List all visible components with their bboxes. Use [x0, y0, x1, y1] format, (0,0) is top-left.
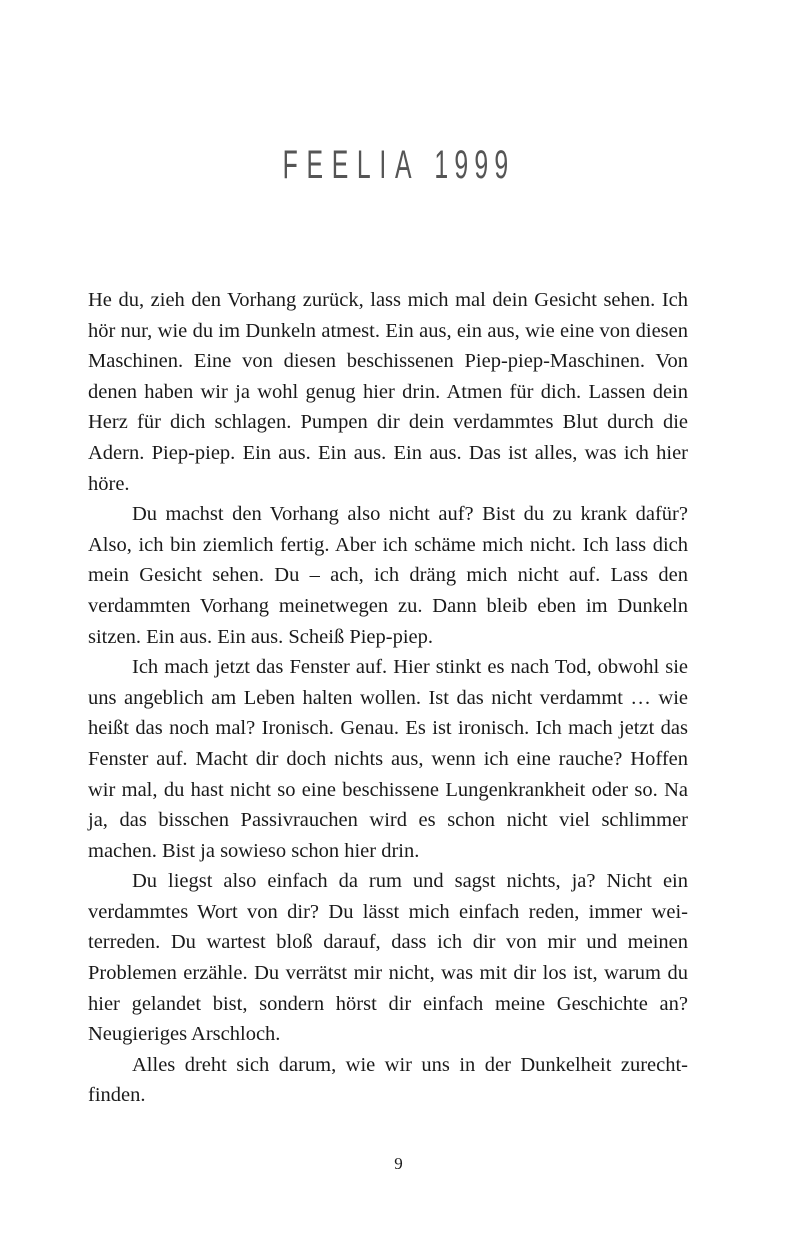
body-text: [88, 285, 688, 1111]
paragraph-4: Du liegst also einfach da rum und sagst nichts, ja? Nicht ein verdammtes Wort von dir? Du lässt mich einfach reden, immer weiterreden. Du wartest bloß darauf, dass ich dir von mir und meinen Problemen erzähle. Du verrätst mir nicht, was mit dir los ist, warum du hier gelandet bist, sondern hörst dir einfach meine Geschichte an? Neugieriges Arschloch.: [88, 870, 688, 1046]
page-number: 9: [394, 1154, 403, 1173]
chapter-year: 1999: [434, 142, 515, 187]
paragraph-3: Ich mach jetzt das Fenster auf. Hier stinkt es nach Tod, obwohl sie uns angeblich am Leben halten wollen. Ist das nicht verdammt … wie heißt das noch mal? Ironisch. Genau. Es ist ironisch. Ich mach jetzt das Fenster auf. Macht dir doch nichts aus, wenn ich eine rauche? Hoffen wir mal, du hast nicht so eine beschissene Lungenkrankheit oder so. Na ja, das bisschen Passivrauchen wird es schon nicht viel schlimmer machen. Bist ja sowieso schon hier drin.: [88, 656, 688, 862]
paragraph-2: Du machst den Vorhang also nicht auf? Bist du zu krank dafür? Also, ich bin ziemlich fertig. Aber ich schäme mich nicht. Ich lass dich mein Gesicht sehen. Du – ach, ich dräng mich nicht auf. Lass den verdammten Vorhang meinetwegen zu. Dann bleib eben im Dunkeln sitzen. Ein aus. Ein aus. Scheiß Piep-piep.: [88, 503, 688, 648]
chapter-name: FEELIA: [282, 142, 419, 187]
chapter-title: [151, 139, 645, 191]
paragraph-1: He du, zieh den Vorhang zurück, lass mich mal dein Gesicht sehen. Ich hör nur, wie du im Dunkeln atmest. Ein aus, ein aus, wie eine von diesen Maschinen. Eine von diesen beschissenen Piep-piep-Maschinen. Von denen haben wir ja wohl genug hier drin. Atmen für dich. Lassen dein Herz für dich schlagen. Pumpen dir dein verdammtes Blut durch die Adern. Piep-piep. Ein aus. Ein aus. Ein aus. Das ist alles, was ich hier höre.: [88, 289, 688, 495]
paragraph-5: Alles dreht sich darum, wie wir uns in der Dunkelheit zurechtfinden.: [88, 1053, 688, 1107]
